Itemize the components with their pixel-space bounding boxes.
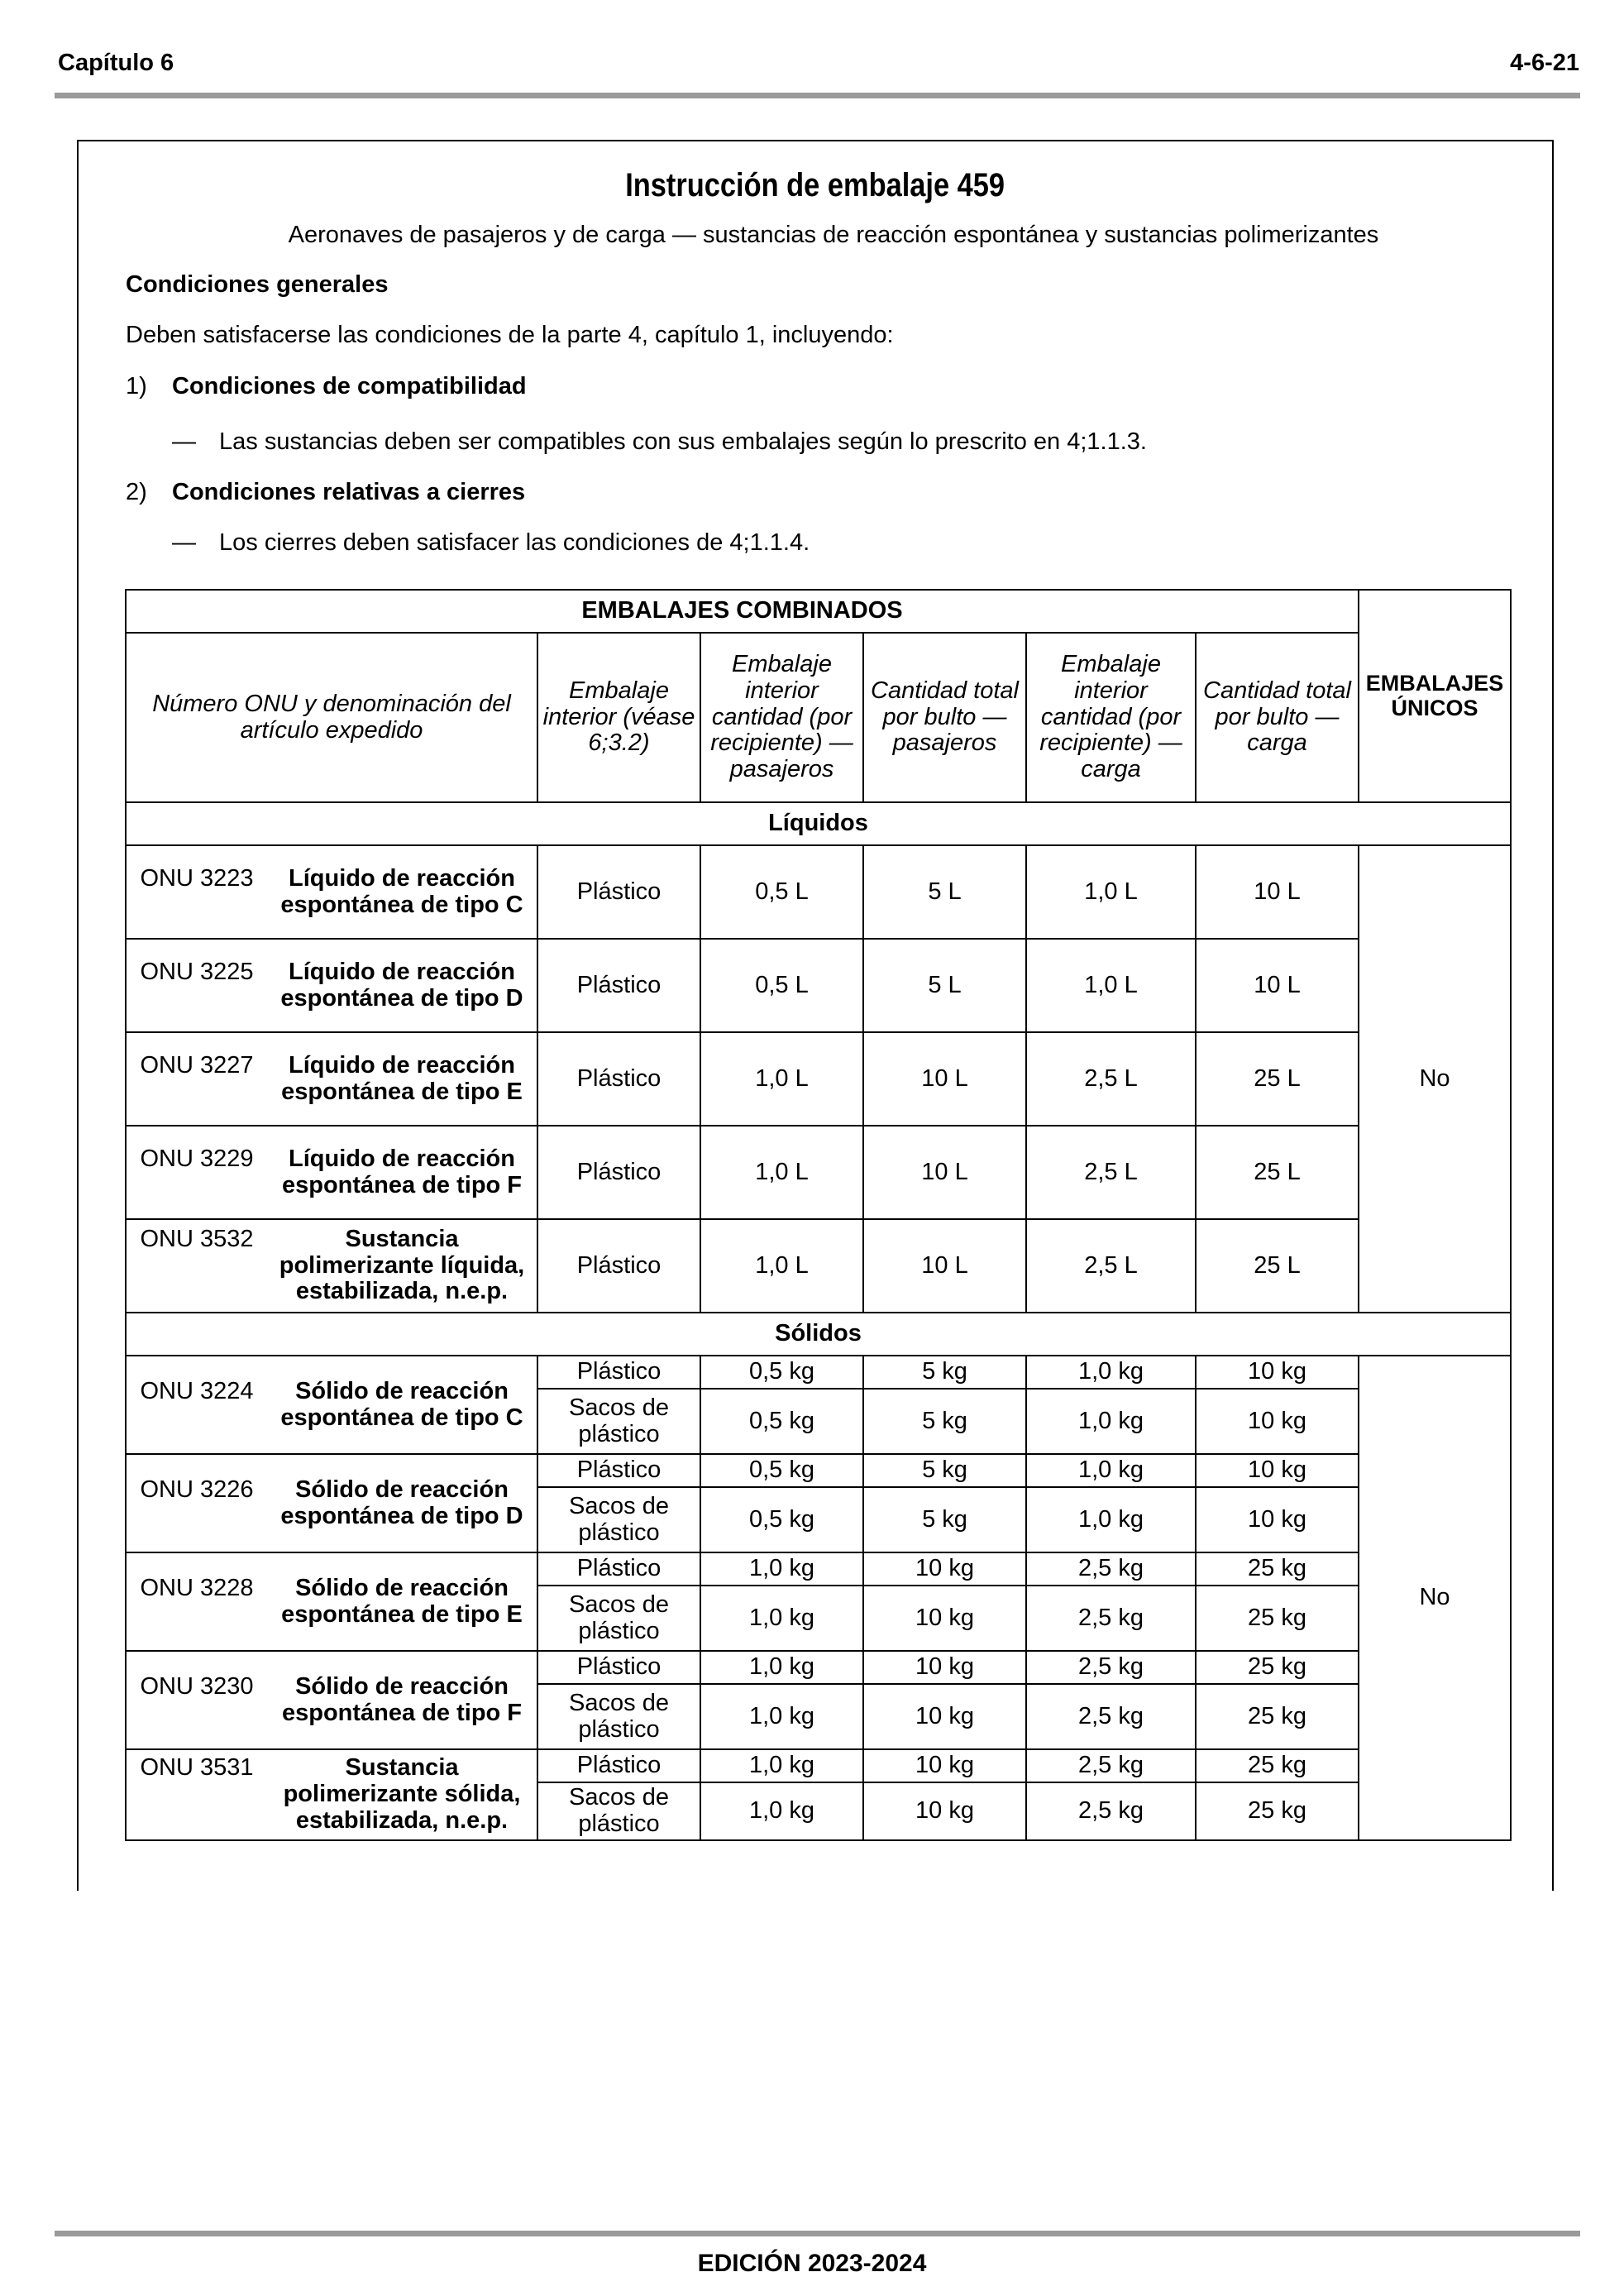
cell-pack: Sacos de plástico <box>537 1684 700 1749</box>
cell-pt: 10 kg <box>863 1651 1026 1684</box>
cell-pack: Plástico <box>537 1749 700 1782</box>
item-dash: — <box>172 529 196 556</box>
shipping-name: Líquido de reacción espontánea de tipo F <box>281 1145 523 1198</box>
cell-pt: 10 kg <box>863 1684 1026 1749</box>
shipping-name: Sólido de reacción espontánea de tipo C <box>280 1377 523 1431</box>
table-row <box>126 1749 1511 1782</box>
cell-pack: Sacos de plástico <box>537 1389 700 1454</box>
cell-pack: Plástico <box>537 845 700 939</box>
cell-cq: 2,5 kg <box>1026 1651 1196 1684</box>
cell-pack: Plástico <box>537 1219 700 1313</box>
single-packaging-value: No <box>1359 845 1511 1313</box>
shipping-name: Sólido de reacción espontánea de tipo D <box>280 1476 523 1529</box>
cell-cq: 2,5 kg <box>1026 1782 1196 1840</box>
item-text: Los cierres deben satisfacer las condiciones de 4;1.1.4. <box>219 529 810 556</box>
item-number: 2) <box>126 479 147 505</box>
cell-cq: 1,0 L <box>1026 939 1196 1032</box>
cell-pq: 1,0 kg <box>700 1586 863 1651</box>
general-heading: Condiciones generales <box>126 271 389 298</box>
cell-ct: 25 kg <box>1196 1749 1359 1782</box>
item-cell <box>126 845 537 939</box>
table-row <box>126 1032 1511 1126</box>
shipping-name: Sustancia polimerizante sólida, estabilizada, n.e.p. <box>283 1754 521 1834</box>
un-number: ONU 3223 <box>140 864 254 892</box>
item-title: Condiciones relativas a cierres <box>172 479 526 505</box>
table-row <box>126 1356 1511 1389</box>
cell-pt: 10 kg <box>863 1586 1026 1651</box>
item-cell <box>126 1356 537 1454</box>
item-number: 1) <box>126 373 147 399</box>
cell-pq: 1,0 kg <box>700 1782 863 1840</box>
cell-pack: Plástico <box>537 1126 700 1219</box>
cell-pt: 5 L <box>863 845 1026 939</box>
un-number: ONU 3227 <box>140 1051 254 1079</box>
cell-pq: 0,5 kg <box>700 1356 863 1389</box>
cell-pq: 0,5 kg <box>700 1389 863 1454</box>
cell-ct: 25 L <box>1196 1219 1359 1313</box>
table-row <box>126 1126 1511 1219</box>
cell-pt: 10 kg <box>863 1749 1026 1782</box>
cell-pq: 0,5 L <box>700 845 863 939</box>
cell-pq: 1,0 L <box>700 1032 863 1126</box>
cell-ct: 25 kg <box>1196 1586 1359 1651</box>
shipping-name: Sólido de reacción espontánea de tipo E <box>281 1574 523 1628</box>
table-row <box>126 939 1511 1032</box>
column-header: Cantidad total por bulto — carga <box>1196 633 1359 802</box>
cell-ct: 10 kg <box>1196 1389 1359 1454</box>
table-row <box>126 1552 1511 1586</box>
cell-pt: 5 kg <box>863 1454 1026 1487</box>
cell-ct: 25 kg <box>1196 1684 1359 1749</box>
un-number: ONU 3532 <box>140 1225 254 1252</box>
combined-header: EMBALAJES COMBINADOS <box>126 590 1359 633</box>
cell-pack: Plástico <box>537 1032 700 1126</box>
chapter-label: Capítulo 6 <box>58 50 174 76</box>
cell-pack: Sacos de plástico <box>537 1782 700 1840</box>
cell-cq: 1,0 kg <box>1026 1454 1196 1487</box>
shipping-name: Líquido de reacción espontánea de tipo E <box>281 1051 523 1105</box>
footer-rule <box>55 2231 1580 2236</box>
cell-ct: 10 kg <box>1196 1487 1359 1552</box>
section-solids: Sólidos <box>126 1313 1511 1356</box>
shipping-name: Líquido de reacción espontánea de tipo D <box>280 958 523 1012</box>
cell-ct: 25 kg <box>1196 1651 1359 1684</box>
cell-pq: 1,0 L <box>700 1219 863 1313</box>
cell-pq: 1,0 kg <box>700 1684 863 1749</box>
item-cell <box>126 1651 537 1749</box>
column-header: Embalaje interior cantidad (por recipiente) — carga <box>1026 633 1196 802</box>
cell-cq: 2,5 kg <box>1026 1684 1196 1749</box>
cell-pt: 10 L <box>863 1126 1026 1219</box>
item-text: Las sustancias deben ser compatibles con sus embalajes según lo prescrito en 4;1.1.3. <box>219 428 1147 455</box>
cell-ct: 10 L <box>1196 845 1359 939</box>
item-cell <box>126 1552 537 1651</box>
un-number: ONU 3228 <box>140 1574 254 1601</box>
cell-pt: 10 L <box>863 1219 1026 1313</box>
shipping-name: Líquido de reacción espontánea de tipo C <box>280 864 523 918</box>
item-cell <box>126 1749 537 1840</box>
cell-pq: 1,0 kg <box>700 1651 863 1684</box>
table-row <box>126 845 1511 939</box>
table-row <box>126 1454 1511 1487</box>
column-header: Embalaje interior cantidad (por recipiente) — pasajeros <box>700 633 863 802</box>
column-header: Embalaje interior (véase 6;3.2) <box>537 633 700 802</box>
page-title: Instrucción de embalaje 459 <box>625 167 1005 203</box>
un-number: ONU 3229 <box>140 1145 254 1172</box>
un-number: ONU 3230 <box>140 1672 254 1700</box>
cell-cq: 2,5 kg <box>1026 1552 1196 1586</box>
cell-cq: 2,5 L <box>1026 1219 1196 1313</box>
header-rule <box>55 93 1580 98</box>
cell-pack: Sacos de plástico <box>537 1487 700 1552</box>
cell-cq: 2,5 L <box>1026 1032 1196 1126</box>
table-row <box>126 1219 1511 1313</box>
cell-pq: 0,5 L <box>700 939 863 1032</box>
packing-table <box>125 589 1512 1841</box>
item-cell <box>126 1219 537 1313</box>
cell-pq: 0,5 kg <box>700 1487 863 1552</box>
cell-pt: 10 kg <box>863 1782 1026 1840</box>
edition-footer: EDICIÓN 2023-2024 <box>697 2250 927 2277</box>
page-number: 4-6-21 <box>1510 50 1579 76</box>
cell-cq: 1,0 kg <box>1026 1356 1196 1389</box>
item-cell <box>126 1032 537 1126</box>
un-number: ONU 3225 <box>140 958 254 985</box>
un-number: ONU 3226 <box>140 1476 254 1503</box>
cell-pt: 10 kg <box>863 1552 1026 1586</box>
shipping-name: Sólido de reacción espontánea de tipo F <box>281 1672 523 1726</box>
page-subtitle: Aeronaves de pasajeros y de carga — sustancias de reacción espontánea y sustancias polimerizantes <box>288 222 1379 248</box>
cell-cq: 1,0 kg <box>1026 1487 1196 1552</box>
cell-cq: 2,5 kg <box>1026 1586 1196 1651</box>
single-packaging-value: No <box>1359 1356 1511 1840</box>
shipping-name: Sustancia polimerizante líquida, estabilizada, n.e.p. <box>279 1225 525 1305</box>
un-number: ONU 3224 <box>140 1377 254 1404</box>
cell-ct: 25 kg <box>1196 1552 1359 1586</box>
cell-cq: 1,0 kg <box>1026 1389 1196 1454</box>
cell-pt: 10 L <box>863 1032 1026 1126</box>
section-liquids: Líquidos <box>126 802 1511 845</box>
cell-pack: Plástico <box>537 1552 700 1586</box>
cell-ct: 10 kg <box>1196 1356 1359 1389</box>
general-intro: Deben satisfacerse las condiciones de la parte 4, capítulo 1, incluyendo: <box>126 322 894 348</box>
cell-pt: 5 kg <box>863 1487 1026 1552</box>
cell-pt: 5 L <box>863 939 1026 1032</box>
item-title: Condiciones de compatibilidad <box>172 373 527 399</box>
item-cell <box>126 1454 537 1552</box>
un-number: ONU 3531 <box>140 1754 254 1782</box>
column-header: Cantidad total por bulto — pasajeros <box>863 633 1026 802</box>
cell-cq: 2,5 L <box>1026 1126 1196 1219</box>
cell-cq: 2,5 kg <box>1026 1749 1196 1782</box>
cell-pack: Sacos de plástico <box>537 1586 700 1651</box>
cell-ct: 25 L <box>1196 1032 1359 1126</box>
cell-pt: 5 kg <box>863 1356 1026 1389</box>
cell-pq: 1,0 L <box>700 1126 863 1219</box>
item-cell <box>126 939 537 1032</box>
cell-pack: Plástico <box>537 1454 700 1487</box>
cell-pq: 1,0 kg <box>700 1552 863 1586</box>
cell-ct: 25 kg <box>1196 1782 1359 1840</box>
item-cell <box>126 1126 537 1219</box>
cell-pack: Plástico <box>537 939 700 1032</box>
cell-ct: 10 L <box>1196 939 1359 1032</box>
cell-pack: Plástico <box>537 1356 700 1389</box>
cell-pack: Plástico <box>537 1651 700 1684</box>
single-header: EMBALAJES ÚNICOS <box>1359 590 1511 802</box>
cell-pt: 5 kg <box>863 1389 1026 1454</box>
cell-cq: 1,0 L <box>1026 845 1196 939</box>
column-header: Número ONU y denominación del artículo expedido <box>126 633 537 802</box>
table-row <box>126 1651 1511 1684</box>
item-dash: — <box>172 428 196 455</box>
cell-ct: 25 L <box>1196 1126 1359 1219</box>
cell-pq: 1,0 kg <box>700 1749 863 1782</box>
cell-pq: 0,5 kg <box>700 1454 863 1487</box>
cell-ct: 10 kg <box>1196 1454 1359 1487</box>
